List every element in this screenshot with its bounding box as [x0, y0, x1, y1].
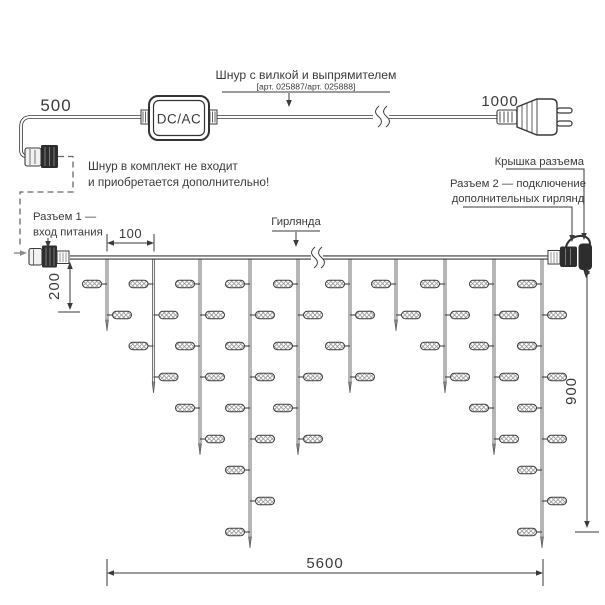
strand-tip — [444, 382, 447, 393]
lamp-icon — [256, 373, 275, 381]
lamp-icon — [226, 280, 245, 288]
lamp-icon — [518, 466, 537, 474]
not-included-note — [88, 159, 269, 189]
lamp-icon — [518, 342, 537, 350]
dim-200-label: 200 — [46, 271, 63, 301]
connector2-label-line1: Разъем 2 — подключение — [450, 178, 586, 190]
strand-tip — [249, 537, 252, 548]
lamp-icon — [548, 497, 567, 505]
strand — [326, 256, 375, 393]
lamp-icon — [402, 311, 421, 319]
dim-5600-label: 5600 — [306, 555, 344, 572]
cord-break-icon — [373, 106, 389, 127]
lamp-icon — [326, 342, 345, 350]
lamp-icon — [274, 404, 293, 412]
lamp-icon — [500, 373, 519, 381]
lamp-icon — [548, 435, 567, 443]
strand — [274, 256, 323, 455]
strand-tip — [541, 537, 544, 548]
lamp-icon — [113, 311, 132, 319]
lamp-icon — [500, 435, 519, 443]
strand-tip — [297, 444, 300, 455]
lamp-icon — [129, 342, 148, 350]
not-included-line2: и приобретается дополнительно! — [88, 175, 270, 189]
wire-break-icon — [311, 247, 324, 268]
lamp-icon — [356, 311, 375, 319]
garland-strands — [83, 256, 567, 548]
lamp-icon — [206, 435, 225, 443]
dim-200 — [46, 262, 80, 312]
lamp-icon — [451, 373, 470, 381]
connector1-label-line2: вход питания — [33, 226, 103, 239]
lamp-icon — [159, 311, 178, 319]
strand — [518, 256, 567, 548]
strand-tip — [199, 444, 202, 455]
garland-wire — [70, 247, 549, 268]
lamp-icon — [226, 466, 245, 474]
lamp-icon — [326, 280, 345, 288]
lamp-icon — [159, 373, 178, 381]
strand — [470, 256, 519, 455]
lamp-icon — [226, 342, 245, 350]
cap-label: Крышка разъема — [494, 156, 584, 168]
garland-callout — [271, 216, 321, 247]
connector2-callout — [450, 178, 586, 242]
dim-5600 — [107, 555, 543, 586]
strand-tip — [395, 320, 398, 331]
lamp-icon — [421, 342, 440, 350]
connector1-callout — [33, 211, 103, 248]
lamp-icon — [206, 311, 225, 319]
power-cord — [217, 106, 498, 127]
lamp-icon — [421, 280, 440, 288]
lamp-icon — [548, 311, 567, 319]
dim-100 — [107, 226, 154, 252]
strand — [129, 256, 178, 393]
cord-direction-arrow-icon — [14, 250, 27, 256]
lamp-icon — [129, 280, 148, 288]
lamp-icon — [256, 435, 275, 443]
dim-900 — [563, 267, 599, 532]
lamp-icon — [304, 435, 323, 443]
cord-note-label: Шнур с вилкой и выпрямителем — [215, 68, 397, 82]
lamp-icon — [176, 404, 195, 412]
lamp-icon — [206, 373, 225, 381]
lamp-icon — [470, 342, 489, 350]
lamp-icon — [518, 280, 537, 288]
garland-label: Гирлянда — [271, 216, 321, 228]
lamp-icon — [274, 342, 293, 350]
lamp-icon — [176, 342, 195, 350]
power-input-connector — [29, 246, 69, 268]
strand — [421, 256, 470, 393]
strand-tip — [152, 382, 155, 393]
lamp-icon — [83, 280, 102, 288]
lamp-icon — [274, 280, 293, 288]
lamp-icon — [518, 528, 537, 536]
lamp-icon — [226, 528, 245, 536]
strand-tip — [349, 382, 352, 393]
dim-900-label: 900 — [563, 376, 580, 406]
lamp-icon — [256, 311, 275, 319]
lamp-icon — [470, 404, 489, 412]
lamp-icon — [470, 280, 489, 288]
strand-tip — [106, 320, 109, 331]
dcac-label: DC/AC — [156, 111, 202, 127]
lamp-icon — [304, 311, 323, 319]
adapter-output-connector — [25, 145, 58, 168]
strand — [226, 256, 275, 548]
dcac-converter-box — [141, 96, 217, 140]
strand — [372, 256, 421, 331]
strand — [83, 256, 132, 331]
connector2-label-line2: дополнительных гирлянд — [451, 193, 585, 205]
lamp-icon — [518, 404, 537, 412]
not-included-line1: Шнур в комплект не входит — [88, 159, 238, 173]
lamp-icon — [372, 280, 391, 288]
lamp-icon — [451, 311, 470, 319]
lamp-icon — [500, 311, 519, 319]
dim-100-label: 100 — [118, 226, 143, 241]
strand-tip — [493, 444, 496, 455]
lamp-icon — [304, 373, 323, 381]
dim-500-label: 500 — [40, 96, 72, 115]
strand — [176, 256, 225, 455]
lamp-icon — [226, 404, 245, 412]
connector1-label-line1: Разъем 1 — — [33, 211, 97, 223]
lamp-icon — [356, 373, 375, 381]
cord-art-label: [арт. 025887/арт. 025888] — [256, 81, 356, 92]
cord-note — [216, 68, 397, 107]
lamp-icon — [256, 497, 275, 505]
lamp-icon — [176, 280, 195, 288]
dim-1000-label: 1000 — [481, 93, 519, 110]
